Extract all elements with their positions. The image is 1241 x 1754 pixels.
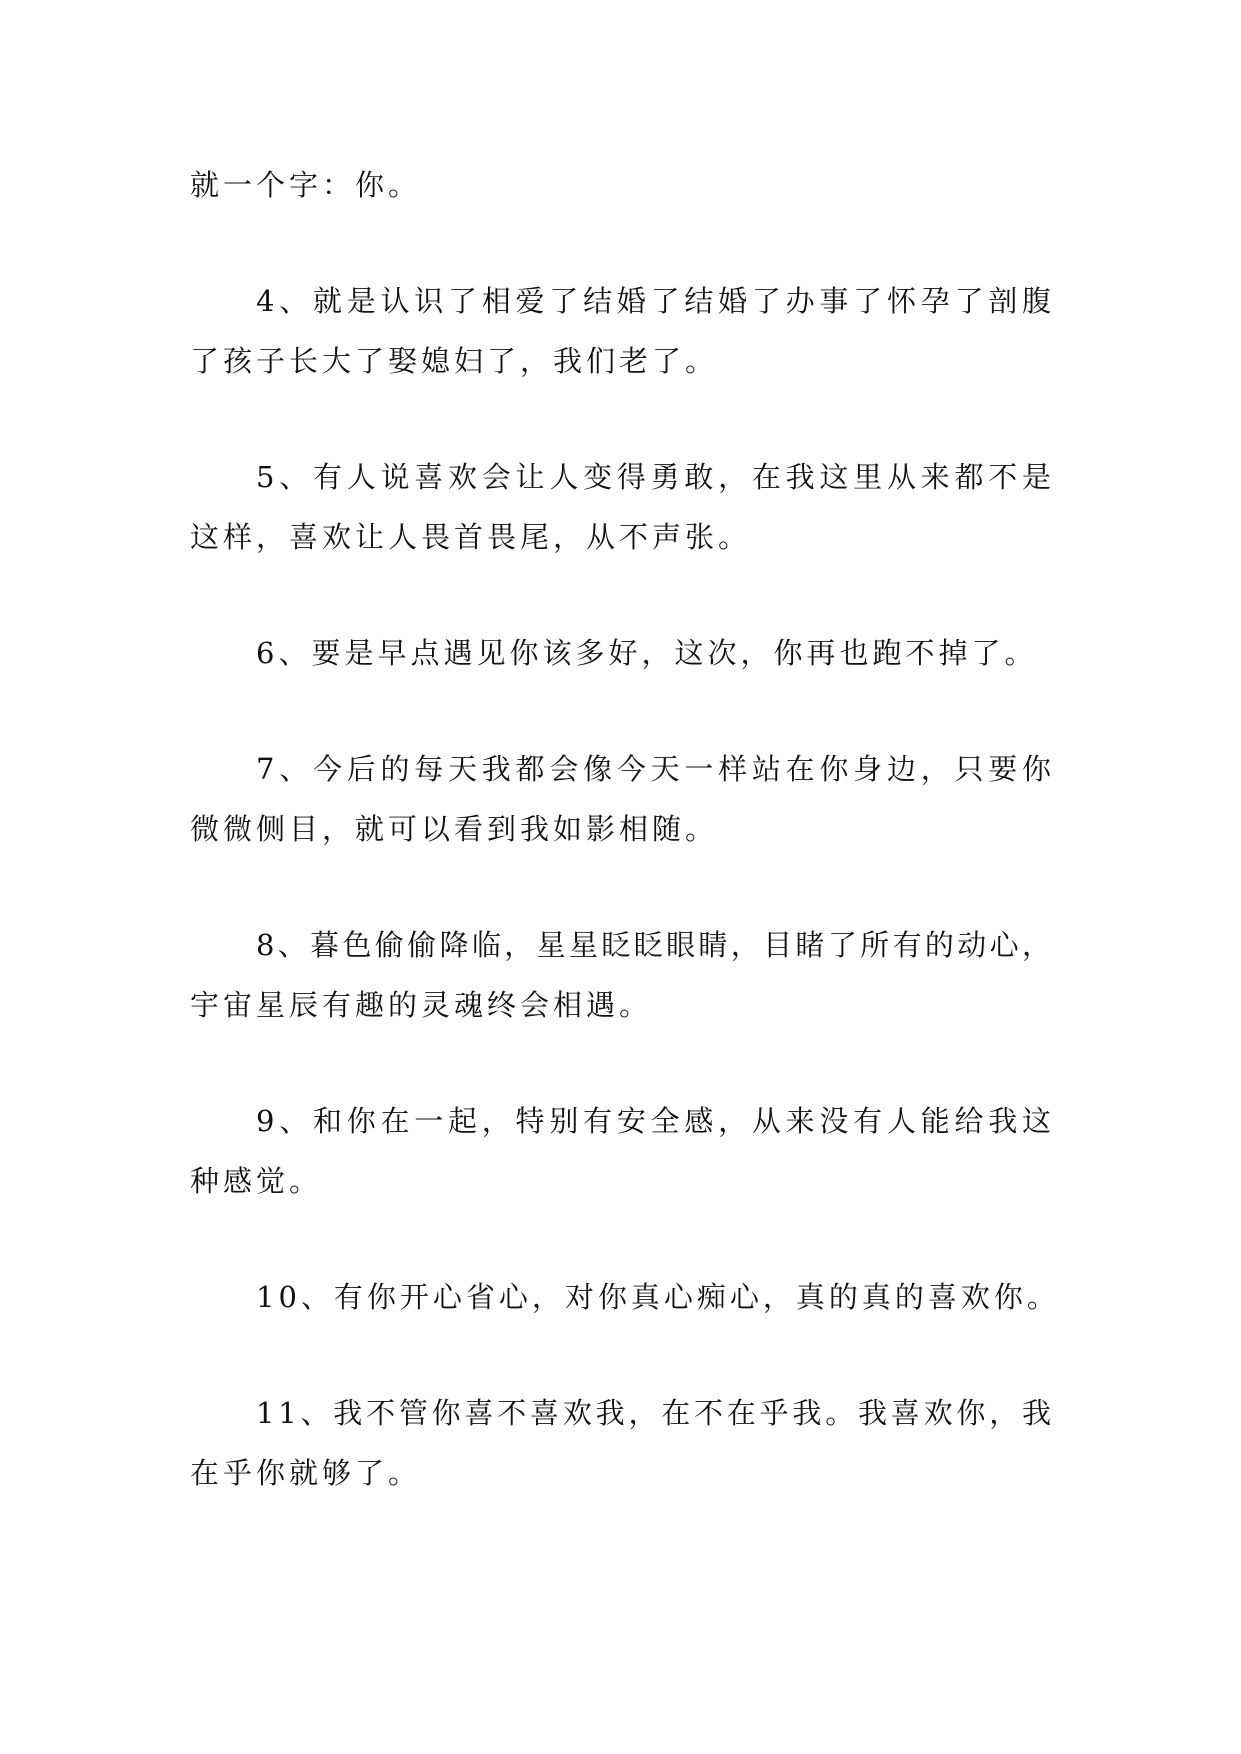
paragraph-item-4 — [190, 271, 1056, 391]
text-line: 就一个字：你。 — [190, 168, 422, 202]
text-line: 10、有你开心省心，对你真心痴心，真的真的喜欢你。 — [256, 1280, 1060, 1314]
text-line: 宇宙星辰有趣的灵魂终会相遇。 — [190, 988, 653, 1022]
text-line: 11、我不管你喜不喜欢我，在不在乎我。我喜欢你，我 — [256, 1396, 1055, 1430]
paragraph-item-11 — [190, 1383, 1055, 1503]
text-line: 微微侧目，就可以看到我如影相随。 — [190, 812, 719, 846]
text-line: 7、今后的每天我都会像今天一样站在你身边，只要你 — [256, 752, 1056, 786]
text-line: 种感觉。 — [190, 1164, 323, 1198]
paragraph-continuation — [190, 155, 1051, 215]
paragraph-item-10 — [190, 1267, 1060, 1327]
text-line: 9、和你在一起，特别有安全感，从来没有人能给我这 — [256, 1104, 1056, 1138]
paragraph-item-7 — [190, 739, 1056, 859]
text-line: 4、就是认识了相爱了结婚了结婚了办事了怀孕了剖腹 — [256, 284, 1056, 318]
text-line: 6、要是早点遇见你该多好，这次，你再也跑不掉了。 — [256, 636, 1038, 670]
paragraph-item-8 — [190, 915, 1055, 1035]
document-body — [190, 155, 1060, 1559]
paragraph-item-5 — [190, 447, 1056, 567]
text-line: 这样，喜欢让人畏首畏尾，从不声张。 — [190, 520, 752, 554]
text-line: 在乎你就够了。 — [190, 1456, 422, 1490]
text-line: 了孩子长大了娶媳妇了，我们老了。 — [190, 344, 719, 378]
paragraph-item-9 — [190, 1091, 1056, 1211]
paragraph-item-6 — [190, 623, 1051, 683]
text-line: 8、暮色偷偷降临，星星眨眨眼睛，目睹了所有的动心， — [256, 928, 1055, 962]
text-line: 5、有人说喜欢会让人变得勇敢，在我这里从来都不是 — [256, 460, 1056, 494]
